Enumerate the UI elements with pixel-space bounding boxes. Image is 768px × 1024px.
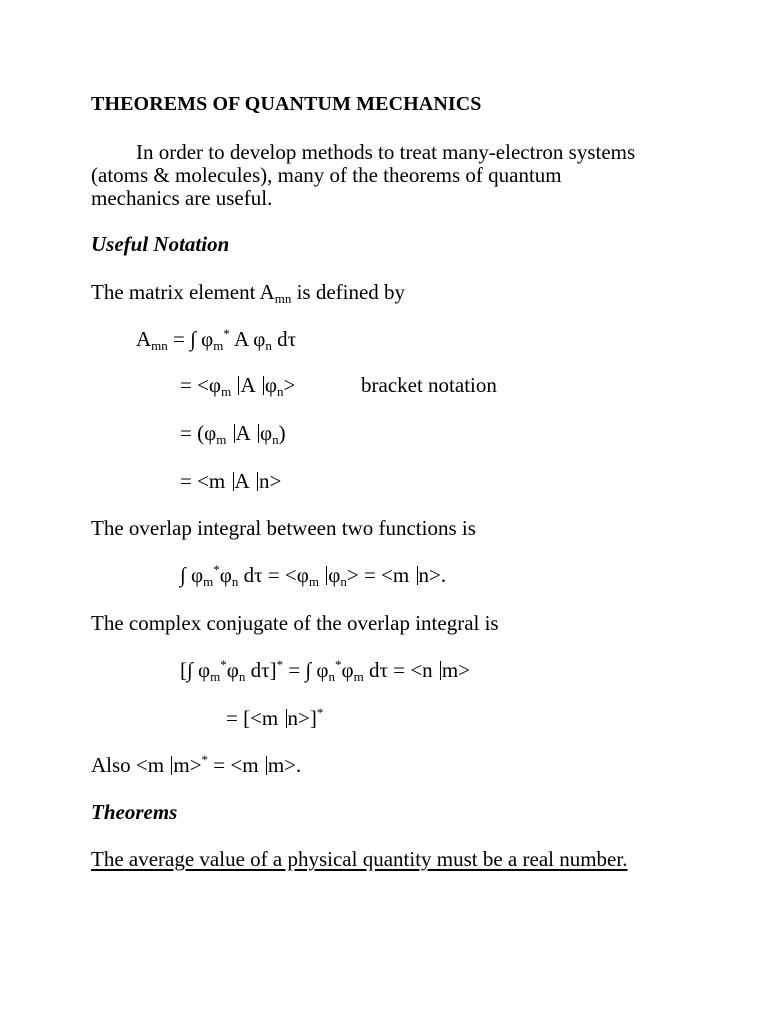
eq5-c: dτ = <φ [238, 563, 309, 587]
also-sentence [91, 753, 301, 777]
equation-paren [180, 421, 286, 445]
eq5-d: φ [328, 563, 341, 587]
matrix-element-sentence [91, 280, 405, 304]
intro-line-2: (atoms & molecules), many of the theorems of quantum [91, 163, 562, 187]
eq1-eq: = ∫ φ [167, 327, 214, 351]
theorem-statement: The average value of a physical quantity must be a real number. [91, 847, 628, 871]
equation-overlap [180, 563, 446, 587]
eq5-star: * [213, 562, 220, 577]
eq2-msub: m [221, 384, 232, 399]
eq4-a: = <m [180, 469, 226, 493]
eq6-e: φ [341, 658, 354, 682]
also-b: m> [173, 753, 202, 777]
eq5-nsub2: n [340, 574, 347, 589]
eq5-f: n>. [418, 563, 447, 587]
eq5-nsub: n [231, 574, 239, 589]
eq4-b: A [234, 469, 250, 493]
bracket-bar [234, 424, 235, 443]
eq1-a: A [136, 327, 152, 351]
eq3-a: = (φ [180, 421, 217, 445]
equation-conjugate-result [226, 706, 323, 730]
also-star: * [201, 752, 209, 767]
bracket-bar [263, 376, 264, 395]
eq4-c: n> [258, 469, 282, 493]
eq2-a: = <φ [180, 373, 222, 397]
eq1-nsub: n [265, 338, 272, 353]
intro-line-1: In order to develop methods to treat many-electron systems [136, 140, 636, 164]
also-d: m>. [267, 753, 302, 777]
equation-bracket [180, 373, 295, 397]
eq6-b: φ [226, 658, 239, 682]
eq5-msub: m [203, 574, 214, 589]
eq6-f: dτ = <n [363, 658, 433, 682]
matrix-suffix: is defined by [291, 280, 406, 304]
eq6-d: = ∫ φ [283, 658, 329, 682]
eq6-g: m> [441, 658, 471, 682]
eq6-nsub2: n [328, 669, 336, 684]
eq6-a: [∫ φ [180, 658, 211, 682]
bracket-bar [233, 472, 234, 491]
eq3-c: φ [260, 421, 273, 445]
equation-matrix-integral [136, 327, 296, 351]
section-heading-notation: Useful Notation [91, 232, 230, 256]
eq2-d: > [283, 373, 296, 397]
eq7-b: n>] [287, 706, 317, 730]
eq3-d: ) [278, 421, 286, 445]
eq3-b: A [235, 421, 251, 445]
conjugate-sentence: The complex conjugate of the overlap integral is [91, 611, 499, 635]
eq5-e: > = <m [346, 563, 410, 587]
bracket-notation-label: bracket notation [361, 373, 497, 397]
eq5-b: φ [219, 563, 232, 587]
bracket-bar [440, 661, 441, 680]
eq7-a: = [<m [226, 706, 279, 730]
eq1-mid: A φ [229, 327, 266, 351]
section-heading-theorems: Theorems [91, 800, 178, 824]
eq2-nsub: n [276, 384, 284, 399]
matrix-prefix: The matrix element A [91, 280, 275, 304]
page-title: THEOREMS OF QUANTUM MECHANICS [91, 93, 482, 115]
eq5-a: ∫ φ [180, 563, 204, 587]
also-c: = <m [208, 753, 259, 777]
eq6-star2: * [276, 657, 284, 672]
equation-ket [180, 469, 281, 493]
eq5-msub2: m [308, 574, 319, 589]
matrix-sub: mn [274, 291, 292, 306]
also-a: Also <m [91, 753, 165, 777]
eq1-end: dτ [271, 327, 297, 351]
bracket-bar [417, 566, 418, 585]
eq1-msub: m [213, 338, 224, 353]
eq2-c: φ [264, 373, 277, 397]
eq2-b: A [240, 373, 256, 397]
eq3-nsub: n [272, 432, 279, 447]
bracket-bar [266, 756, 267, 775]
eq6-nsub: n [238, 669, 246, 684]
overlap-sentence: The overlap integral between two functions is [91, 516, 476, 540]
bracket-bar [286, 709, 287, 728]
bracket-bar [258, 424, 259, 443]
eq3-msub: m [216, 432, 227, 447]
equation-conjugate [180, 658, 470, 682]
eq6-star: * [220, 657, 227, 672]
eq6-msub2: m [353, 669, 364, 684]
eq6-star3: * [335, 657, 342, 672]
eq1-star: * [223, 326, 230, 341]
eq6-msub: m [210, 669, 221, 684]
eq1-asub: mn [151, 338, 168, 353]
eq6-c: dτ] [245, 658, 277, 682]
eq7-star: * [316, 705, 324, 720]
intro-line-3: mechanics are useful. [91, 186, 273, 210]
bracket-bar [257, 472, 258, 491]
